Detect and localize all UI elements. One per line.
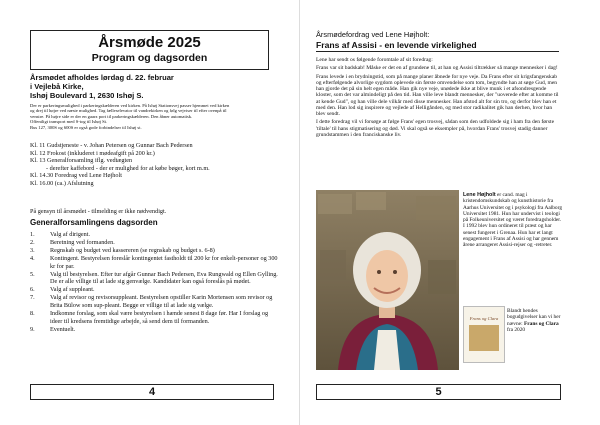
book-note-title: Frans og Clara [523,320,559,327]
directions-line: Bus 127, 300S og 600S er også gode forbindelser til Ishøj st. [30,124,142,130]
agenda-number: 6. [30,286,35,294]
agenda-number: 9. [30,325,35,333]
agenda-number: 7. [30,294,35,302]
page-subtitle: Program og dagsorden [91,52,208,64]
gensyn-note: På gensyn til årsmødet - tilmelding er ikke nødvendigt. [30,208,167,215]
speaker-bio-text: er cand. mag i kristendomskundskab og kunsthistorie fra Aarhus Universitet og i psykologi fra Aalborg Universitet 1981. Hun har undervist i teologi på Folkeuniversitet og været foredragsholder. I 1992 blev hun ordineret til præst og har senest fungeret i Grenaa. Hun har et langt engagement i Frans af Assisi og har gennem årene arrangeret Assisi-rejser og -retreter. [463,192,563,249]
speaker-photo [316,190,459,370]
agenda-heading: Generalforsamlingens dagsorden [30,218,158,227]
page-number-left: 4 [30,384,274,400]
directions-line: venstre. På højre side er der en gaarz port til parkeringskælderen. Den åbner automatisk. [30,113,193,119]
agenda-text: Regnskab og budget ved kassereren (se regnskab og budget s. 6-8) [50,246,215,254]
article-paragraph: Lene har sendt os følgende foromtale af sit foredrag: [316,57,433,63]
agenda-item [30,286,280,294]
book-note-year: fra 2020 [507,326,526,333]
agenda-text: Valg af dirigent. [50,231,91,238]
speaker-bio [463,192,563,249]
page-right [300,0,600,425]
program-item: Kl. 12 Frokost (inkluderet i mødeafgift på 200 kr.) [30,149,155,157]
agenda-text: Valg til bestyrelsen. Efter tur afgår Gunnar Bach Pedersen, Eva Rungwald og Ellen Gylling. De er alle villige til at lade sig genvælge. Kandidater kan også foreslås på mødet. [50,270,278,286]
agenda-number: 1. [30,231,35,238]
program-item: Kl. 14.30 Foredrag ved Lene Højholt [30,172,122,180]
agenda-item [30,271,280,287]
program-list [30,142,275,188]
article-body [316,57,560,140]
agenda-text: Kontingent. Bestyrelsen foreslår kontingentet fastholdt til 200 kr for enkelt-personer og 300 kr for par. [50,254,278,270]
page-number-right: 5 [316,384,561,400]
agenda-item [30,231,280,239]
agenda-item [30,310,280,326]
agenda-number: 4. [30,254,35,262]
agenda-number: 8. [30,310,35,318]
title-divider [316,51,559,52]
book-note [507,308,565,333]
title-box [30,30,269,70]
program-item: Kl. 16.00 (ca.) Afslutning [30,179,94,187]
speaker-name: Lene Højholt [463,192,496,198]
program-item: Kl. 13 Generalforsamling iflg. vedtægten [30,157,133,165]
article-paragraph: I dette foredrag vil vi forsøge at følge Frans' egen trosvej, sådan som den udfoldede sig i ham fra den første 'tiltale' til hans stigmatisering og død. Vi skal også se eksempler på, hvordan Frans' trosvej stadig danner grundstammen i den franciskanske liv. [316,119,555,138]
program-item: - derefter kaffebord - der er mulighed for at købe bøger, kort m.m. [46,164,210,172]
agenda-text: Valg af suppleant. [50,286,95,294]
agenda-item [30,239,280,247]
agenda-item [30,247,280,255]
agenda-text: Eventuelt. [50,325,76,333]
page-title: Årsmøde 2025 [98,34,201,51]
agenda-item [30,255,280,271]
book-cover-title: Frans og Clara [469,316,499,321]
meeting-info-line: Ishøj Boulevard 1, 2630 Ishøj S. [30,91,144,100]
book-cover-image [469,325,499,351]
directions-line: og drej til højre ved næste mulighed. Tag fælleselevator til vandrekirken og følg vejviser til efter ovenpå til [30,108,227,114]
agenda-text: Indkomne forslag, som skal være bestyrelsen i hænde senest 8 dage før. Har I forslag og ideer til kredsens fremtidige arbejde, så send dem til formanden. [50,310,269,325]
article-title: Frans af Assisi - en levende virkelighed [316,40,477,50]
directions-line: Offentligt transport med S-tog til Ishøj St. [30,119,108,125]
directions-line: Der er parkeringsmulighed i parkeringskælderen ved kirken. På Ishøj Stationsvej passer hjemmet ved kirken [30,103,230,108]
book-note-prefix: Blandt hendes bogudgivelser kan vi her nævne: [507,308,561,327]
article-paragraph: Frans var sit badskab! Måske er det en af grundene til, at han og Assisi tiltrækker så mange mennesker i dag! [316,65,558,72]
speaker-portrait-image [316,190,459,370]
agenda-item [30,326,280,334]
agenda-text: Beretning ved formanden. [50,238,115,246]
meeting-info-line: i Vejlebå Kirke, [30,82,84,91]
agenda-list [30,231,280,334]
meeting-info-line: Årsmødet afholdes lørdag d. 22. februar [30,73,174,82]
book-cover [463,306,505,363]
agenda-text: Valg af revisor og revisorsuppleant. Bestyrelsen opstiller Karin Mortensen som revisor og Brita Bülow som sup-pleant. Begge er villige til at lade sig vælge. [50,294,273,310]
agenda-item [30,294,280,310]
agenda-number: 5. [30,270,35,278]
article-paragraph: Frans levede i en brydningstid, som på mange planer åbnede for nye veje. Da Frans efter sit krigsfangenskab og efterfølgende alvorlige sygdom oplevede sin første omvendelse som tom, begyndte han at søge Gud, men han gjorde det på sin helt egen måde. Han gik nye veje, unødede ikke at blive munk i et afsondresgende kloster, som det var almindeligt på den tid. Han ville leve blandt mennesker, der "uoverede efter at komme til at kende Gud", og han ville dele vilkår med disse mennesker. Han afstod alt for sin tro, og derfor blev han et med den. Han lod sig inspirere og vejlede af Helligånden, og med stor radikalitet gik han derhen, hvor han blev sendt. [316,73,559,117]
directions-text [30,103,275,130]
agenda-number: 3. [30,246,35,254]
agenda-number: 2. [30,238,35,246]
article-kicker: Årsmødefordrag ved Lene Højholt: [316,30,430,39]
program-item: Kl. 11 Gudstjeneste - v. Johan Petersen og Gunnar Bach Pedersen [30,142,193,149]
meeting-info [30,73,275,100]
